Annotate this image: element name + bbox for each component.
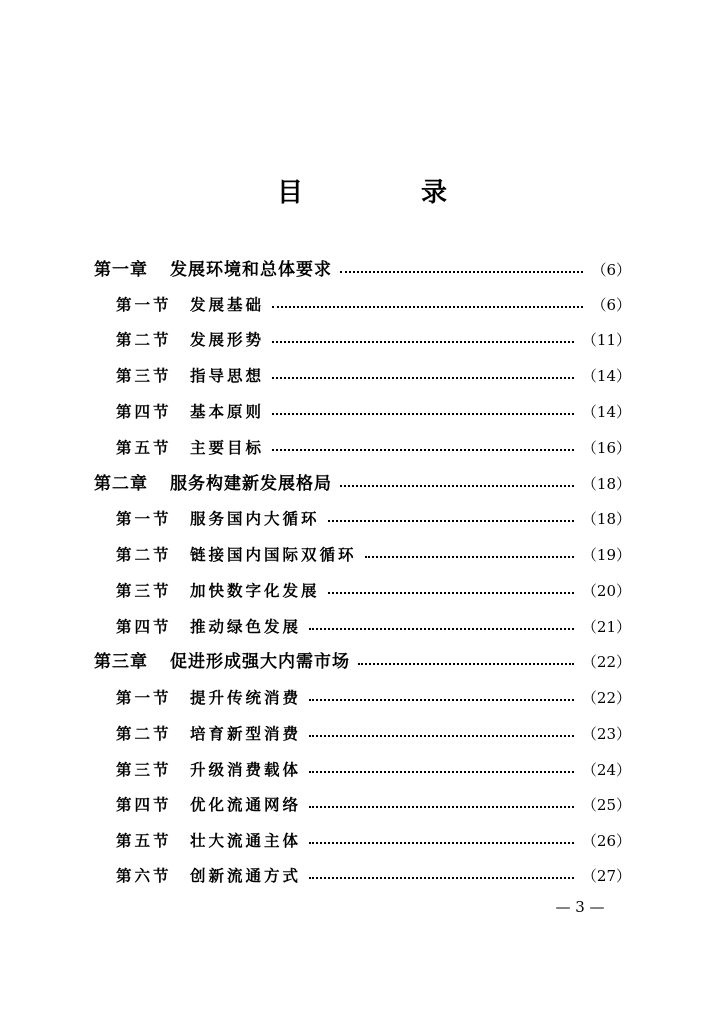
toc-entry-number: 第一节 bbox=[116, 509, 172, 528]
dot-leader bbox=[272, 341, 574, 343]
toc-entry-number: 第四节 bbox=[116, 795, 172, 814]
toc-chapter-entry[interactable] bbox=[94, 464, 631, 494]
toc-entry-page: （6） bbox=[591, 261, 631, 279]
dot-leader bbox=[272, 306, 583, 308]
dot-leader bbox=[309, 842, 574, 844]
toc-entry-page: （22） bbox=[581, 653, 631, 671]
toc-entry-number: 第一章 bbox=[94, 260, 148, 280]
toc-entry-text: 优化流通网络 bbox=[190, 795, 302, 814]
toc-section-entry[interactable] bbox=[116, 714, 631, 744]
toc-entry-text: 推动绿色发展 bbox=[190, 617, 302, 636]
toc-entry-page: （14） bbox=[581, 367, 631, 385]
toc-section-entry[interactable] bbox=[116, 428, 631, 458]
toc-entry-text: 提升传统消费 bbox=[190, 688, 302, 707]
toc-entry-page: （6） bbox=[591, 296, 631, 314]
page-title: 目 录 bbox=[276, 178, 493, 208]
toc-section-entry[interactable] bbox=[116, 285, 631, 315]
toc-entry-page: （18） bbox=[581, 475, 631, 493]
toc-section-entry[interactable] bbox=[116, 856, 631, 886]
toc-entry-text: 主要目标 bbox=[190, 438, 265, 457]
dot-leader bbox=[309, 877, 574, 879]
dot-leader bbox=[328, 592, 574, 594]
toc-entry-text: 链接国内国际双循环 bbox=[190, 545, 357, 564]
toc-entry-text: 加快数字化发展 bbox=[190, 581, 320, 600]
toc-entry-page: （23） bbox=[581, 725, 631, 743]
toc-entry-number: 第三节 bbox=[116, 366, 172, 385]
toc-entry-page: （27） bbox=[581, 867, 631, 885]
toc-entry-number: 第一节 bbox=[116, 688, 172, 707]
toc-entry-number: 第三章 bbox=[94, 652, 148, 672]
toc-entry-page: （21） bbox=[581, 618, 631, 636]
dot-leader bbox=[272, 449, 574, 451]
dot-leader bbox=[365, 556, 574, 558]
toc-entry-text: 促进形成强大内需市场 bbox=[170, 652, 350, 672]
toc-chapter-entry[interactable] bbox=[94, 250, 631, 280]
toc-entry-page: （16） bbox=[581, 439, 631, 457]
toc-entry-number: 第二节 bbox=[116, 330, 172, 349]
toc-entry-text: 壮大流通主体 bbox=[190, 831, 302, 850]
toc-entry-page: （20） bbox=[581, 582, 631, 600]
toc-section-entry[interactable] bbox=[116, 571, 631, 601]
toc-entry-page: （24） bbox=[581, 761, 631, 779]
toc-section-entry[interactable] bbox=[116, 607, 631, 637]
toc-entry-number: 第二节 bbox=[116, 545, 172, 564]
toc-entry-page: （26） bbox=[581, 832, 631, 850]
toc-entry-text: 培育新型消费 bbox=[190, 724, 302, 743]
toc-entry-text: 创新流通方式 bbox=[190, 866, 302, 885]
toc-entry-page: （14） bbox=[581, 403, 631, 421]
toc-entry-text: 发展基础 bbox=[190, 295, 265, 314]
toc-section-entry[interactable] bbox=[116, 535, 631, 565]
toc-entry-number: 第四节 bbox=[116, 617, 172, 636]
toc-section-entry[interactable] bbox=[116, 785, 631, 815]
toc-section-entry[interactable] bbox=[116, 499, 631, 529]
toc-section-entry[interactable] bbox=[116, 678, 631, 708]
toc-entry-page: （19） bbox=[581, 546, 631, 564]
page-number: — 3 — bbox=[555, 898, 605, 916]
dot-leader bbox=[309, 806, 574, 808]
toc-entry-page: （25） bbox=[581, 796, 631, 814]
dot-leader bbox=[272, 413, 574, 415]
toc-entry-text: 升级消费载体 bbox=[190, 760, 302, 779]
toc-entry-number: 第二章 bbox=[94, 474, 148, 494]
toc-entry-number: 第三节 bbox=[116, 760, 172, 779]
toc-entry-number: 第五节 bbox=[116, 438, 172, 457]
dot-leader bbox=[340, 485, 574, 487]
dot-leader bbox=[309, 628, 574, 630]
toc-entry-text: 服务构建新发展格局 bbox=[170, 474, 332, 494]
toc-section-entry[interactable] bbox=[116, 356, 631, 386]
dot-leader bbox=[340, 271, 583, 273]
toc-entry-text: 服务国内大循环 bbox=[190, 509, 320, 528]
toc-entry-page: （11） bbox=[581, 331, 631, 349]
dot-leader bbox=[309, 699, 574, 701]
toc-section-entry[interactable] bbox=[116, 750, 631, 780]
toc-section-entry[interactable] bbox=[116, 392, 631, 422]
toc-entry-number: 第一节 bbox=[116, 295, 172, 314]
toc-section-entry[interactable] bbox=[116, 320, 631, 350]
dot-leader bbox=[309, 735, 574, 737]
toc-chapter-entry[interactable] bbox=[94, 642, 631, 672]
toc-entry-number: 第二节 bbox=[116, 724, 172, 743]
dot-leader bbox=[328, 520, 574, 522]
toc-entry-number: 第六节 bbox=[116, 866, 172, 885]
toc-entry-text: 指导思想 bbox=[190, 366, 265, 385]
toc-entry-number: 第三节 bbox=[116, 581, 172, 600]
toc-entry-page: （18） bbox=[581, 510, 631, 528]
toc-entry-text: 发展形势 bbox=[190, 330, 265, 349]
toc-entry-number: 第五节 bbox=[116, 831, 172, 850]
toc-entry-text: 基本原则 bbox=[190, 402, 265, 421]
dot-leader bbox=[272, 377, 574, 379]
toc-entry-page: （22） bbox=[581, 689, 631, 707]
dot-leader bbox=[358, 663, 574, 665]
toc-entry-number: 第四节 bbox=[116, 402, 172, 421]
dot-leader bbox=[309, 771, 574, 773]
table-of-contents bbox=[0, 250, 724, 890]
toc-entry-text: 发展环境和总体要求 bbox=[170, 260, 332, 280]
toc-section-entry[interactable] bbox=[116, 821, 631, 851]
